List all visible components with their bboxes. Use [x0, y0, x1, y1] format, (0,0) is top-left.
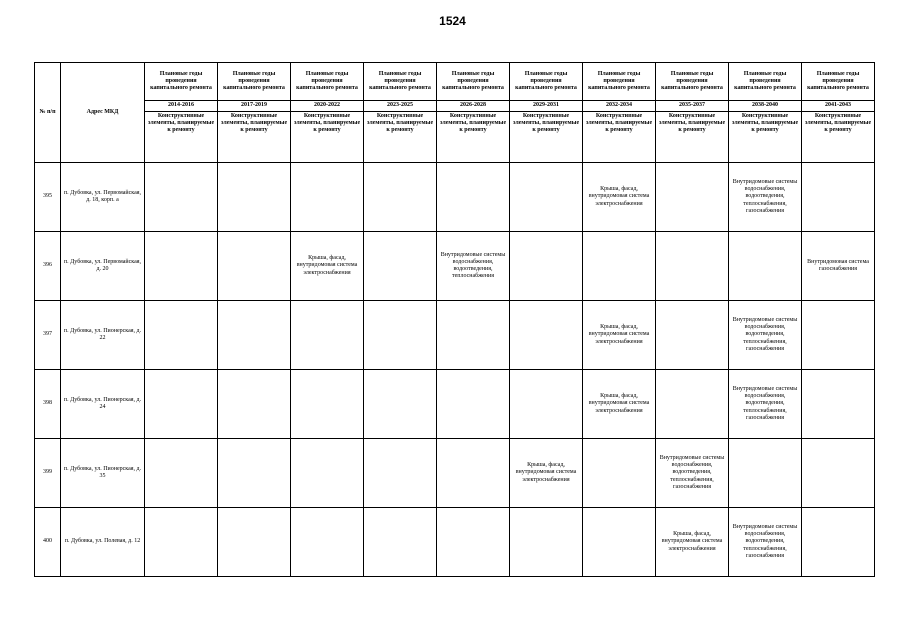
- period-header-row: [35, 63, 875, 101]
- repair-elements-cell: Внутридомовая система газоснабжения: [802, 232, 875, 301]
- years-header-row: [35, 101, 875, 112]
- repair-elements-cell: [510, 163, 583, 232]
- repair-elements-cell: [218, 232, 291, 301]
- period-header: Плановые годы проведения капитального ремонта: [583, 63, 656, 101]
- page-number: 1524: [439, 14, 466, 28]
- table-body: [35, 163, 875, 577]
- year-range-header: 2035-2037: [656, 101, 729, 112]
- period-header: Плановые годы проведения капитального ремонта: [437, 63, 510, 101]
- repair-elements-cell: [291, 370, 364, 439]
- address-cell: п. Дубовка, ул. Первомайская, д. 20: [61, 232, 145, 301]
- table-row: [35, 163, 875, 232]
- repair-elements-cell: Внутридомовые системы водоснабжения, водоотведения, теплоснабжения, газоснабжения: [729, 370, 802, 439]
- elements-header-row: [35, 112, 875, 163]
- repair-elements-cell: [510, 508, 583, 577]
- repair-elements-cell: [364, 301, 437, 370]
- elements-header: Конструктивные элементы, планируемые к ремонту: [510, 112, 583, 163]
- table-row: [35, 508, 875, 577]
- repair-elements-cell: [364, 370, 437, 439]
- address-cell: п. Дубовка, ул. Пионерская, д. 24: [61, 370, 145, 439]
- repair-elements-cell: Внутридомовые системы водоснабжения, водоотведения, теплоснабжения, газоснабжения: [729, 163, 802, 232]
- repair-elements-cell: [656, 232, 729, 301]
- row-number-cell: 395: [35, 163, 61, 232]
- repair-elements-cell: [364, 439, 437, 508]
- repair-elements-cell: [218, 439, 291, 508]
- elements-header: Конструктивные элементы, планируемые к ремонту: [437, 112, 510, 163]
- repair-elements-cell: [802, 370, 875, 439]
- repair-elements-cell: Внутридомовые системы водоснабжения, водоотведения, теплоснабжения: [437, 232, 510, 301]
- period-header: Плановые годы проведения капитального ремонта: [510, 63, 583, 101]
- address-cell: п. Дубовка, ул. Пионерская, д. 22: [61, 301, 145, 370]
- repair-elements-cell: [583, 439, 656, 508]
- period-header: Плановые годы проведения капитального ремонта: [656, 63, 729, 101]
- year-range-header: 2032-2034: [583, 101, 656, 112]
- repair-elements-cell: [729, 232, 802, 301]
- repair-elements-cell: [802, 301, 875, 370]
- repair-elements-cell: [437, 508, 510, 577]
- num-header: № п/п: [35, 63, 61, 163]
- repair-elements-cell: [364, 508, 437, 577]
- repair-elements-cell: [218, 508, 291, 577]
- repair-schedule-table: [34, 62, 875, 577]
- period-header: Плановые годы проведения капитального ремонта: [802, 63, 875, 101]
- repair-elements-cell: Крыша, фасад, внутридомовая система электроснабжения: [656, 508, 729, 577]
- repair-elements-cell: [802, 163, 875, 232]
- repair-elements-cell: [583, 508, 656, 577]
- repair-elements-cell: [145, 301, 218, 370]
- repair-elements-cell: [656, 163, 729, 232]
- address-cell: п. Дубовка, ул. Пионерская, д. 35: [61, 439, 145, 508]
- repair-elements-cell: Крыша, фасад, внутридомовая система электроснабжения: [583, 370, 656, 439]
- repair-elements-cell: [802, 439, 875, 508]
- row-number-cell: 399: [35, 439, 61, 508]
- repair-elements-cell: [291, 508, 364, 577]
- repair-elements-cell: [510, 232, 583, 301]
- repair-elements-cell: [656, 370, 729, 439]
- repair-elements-cell: Внутридомовые системы водоснабжения, водоотведения, теплоснабжения, газоснабжения: [656, 439, 729, 508]
- table-row: [35, 301, 875, 370]
- year-range-header: 2041-2043: [802, 101, 875, 112]
- elements-header: Конструктивные элементы, планируемые к ремонту: [656, 112, 729, 163]
- repair-elements-cell: [802, 508, 875, 577]
- repair-elements-cell: [510, 370, 583, 439]
- row-number-cell: 398: [35, 370, 61, 439]
- repair-elements-cell: [145, 439, 218, 508]
- period-header: Плановые годы проведения капитального ремонта: [145, 63, 218, 101]
- repair-elements-cell: [583, 232, 656, 301]
- table-row: [35, 370, 875, 439]
- repair-elements-cell: [437, 163, 510, 232]
- repair-elements-cell: [510, 301, 583, 370]
- year-range-header: 2023-2025: [364, 101, 437, 112]
- repair-elements-cell: [218, 370, 291, 439]
- elements-header: Конструктивные элементы, планируемые к ремонту: [364, 112, 437, 163]
- repair-elements-cell: [364, 232, 437, 301]
- year-range-header: 2017-2019: [218, 101, 291, 112]
- year-range-header: 2026-2028: [437, 101, 510, 112]
- period-header: Плановые годы проведения капитального ремонта: [729, 63, 802, 101]
- table-row: [35, 439, 875, 508]
- year-range-header: 2020-2022: [291, 101, 364, 112]
- elements-header: Конструктивные элементы, планируемые к ремонту: [802, 112, 875, 163]
- repair-elements-cell: [437, 370, 510, 439]
- period-header: Плановые годы проведения капитального ремонта: [218, 63, 291, 101]
- repair-elements-cell: [291, 163, 364, 232]
- repair-elements-cell: Внутридомовые системы водоснабжения, водоотведения, теплоснабжения, газоснабжения: [729, 301, 802, 370]
- repair-elements-cell: [218, 163, 291, 232]
- elements-header: Конструктивные элементы, планируемые к ремонту: [583, 112, 656, 163]
- repair-elements-cell: [437, 439, 510, 508]
- year-range-header: 2014-2016: [145, 101, 218, 112]
- year-range-header: 2029-2031: [510, 101, 583, 112]
- elements-header: Конструктивные элементы, планируемые к ремонту: [729, 112, 802, 163]
- repair-elements-cell: [656, 301, 729, 370]
- elements-header: Конструктивные элементы, планируемые к ремонту: [145, 112, 218, 163]
- repair-elements-cell: Крыша, фасад, внутридомовая система электроснабжения: [291, 232, 364, 301]
- repair-elements-cell: [145, 508, 218, 577]
- year-range-header: 2038-2040: [729, 101, 802, 112]
- repair-elements-cell: Крыша, фасад, внутридомовая система электроснабжения: [583, 163, 656, 232]
- repair-elements-cell: [364, 163, 437, 232]
- elements-header: Конструктивные элементы, планируемые к ремонту: [291, 112, 364, 163]
- address-cell: п. Дубовка, ул. Полевая, д. 12: [61, 508, 145, 577]
- repair-elements-cell: Внутридомовые системы водоснабжения, водоотведения, теплоснабжения, газоснабжения: [729, 508, 802, 577]
- repair-elements-cell: [437, 301, 510, 370]
- address-header: Адрес МКД: [61, 63, 145, 163]
- repair-elements-cell: [145, 163, 218, 232]
- row-number-cell: 400: [35, 508, 61, 577]
- repair-elements-cell: Крыша, фасад, внутридомовая система электроснабжения: [583, 301, 656, 370]
- elements-header: Конструктивные элементы, планируемые к ремонту: [218, 112, 291, 163]
- repair-elements-cell: [291, 439, 364, 508]
- repair-elements-cell: [218, 301, 291, 370]
- address-cell: п. Дубовка, ул. Первомайская, д. 18, корп. а: [61, 163, 145, 232]
- repair-elements-cell: [145, 370, 218, 439]
- table-row: [35, 232, 875, 301]
- row-number-cell: 396: [35, 232, 61, 301]
- repair-elements-cell: [291, 301, 364, 370]
- repair-elements-cell: [729, 439, 802, 508]
- period-header: Плановые годы проведения капитального ремонта: [364, 63, 437, 101]
- repair-elements-cell: [145, 232, 218, 301]
- period-header: Плановые годы проведения капитального ремонта: [291, 63, 364, 101]
- row-number-cell: 397: [35, 301, 61, 370]
- repair-elements-cell: Крыша, фасад, внутридомовая система электроснабжения: [510, 439, 583, 508]
